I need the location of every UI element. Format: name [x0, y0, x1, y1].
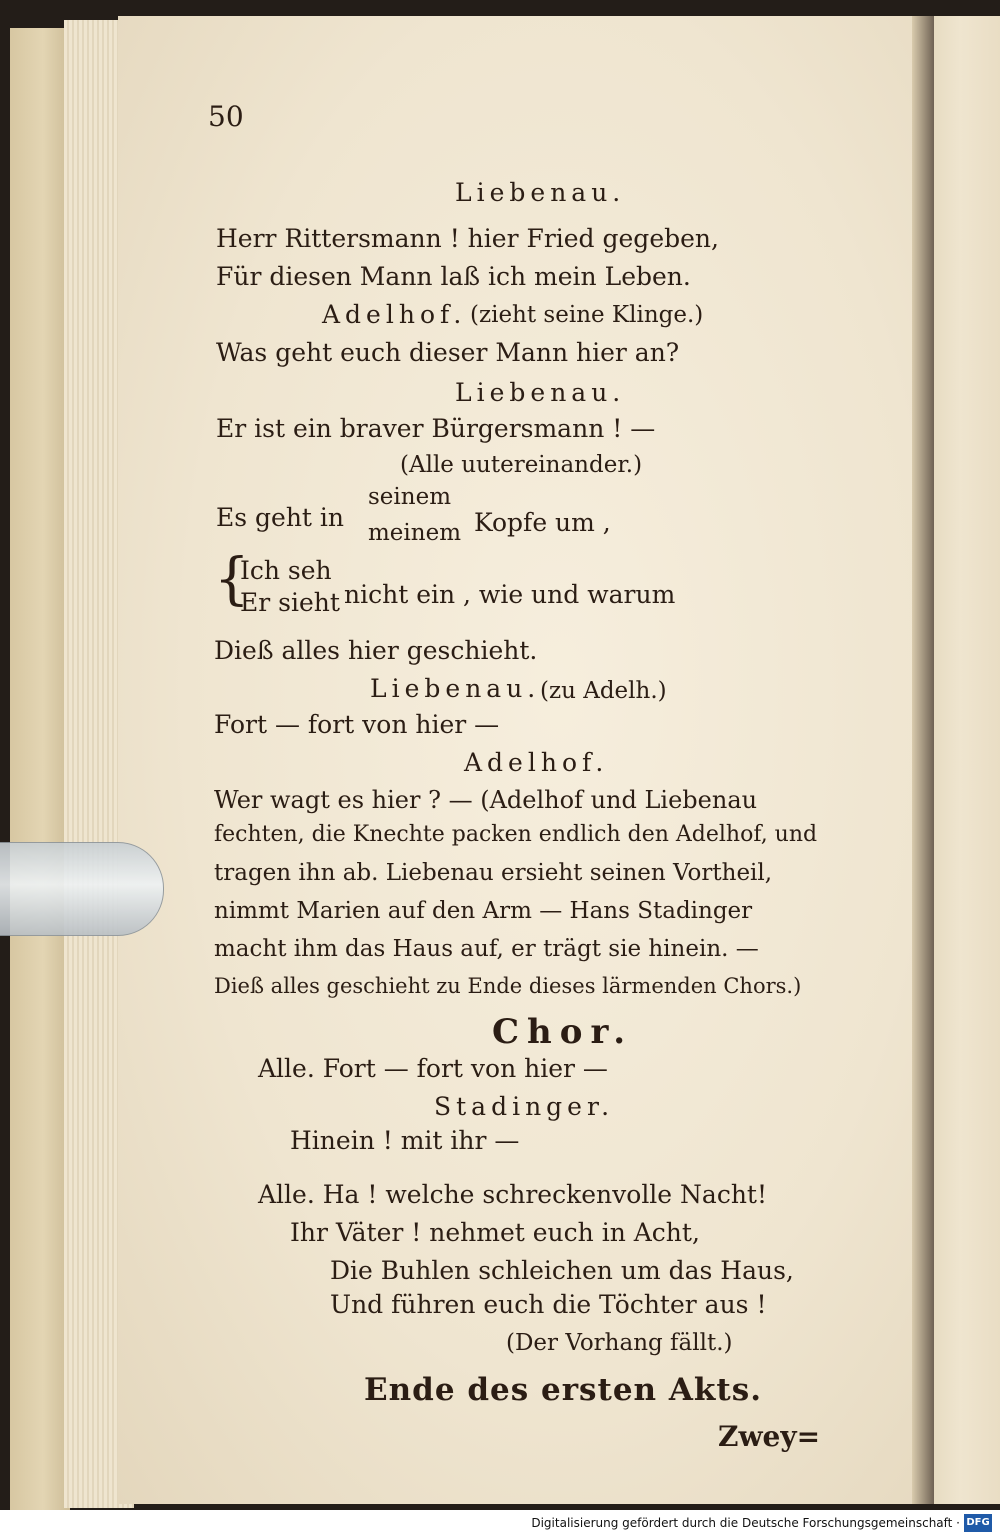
verse-line: Die Buhlen schleichen um das Haus, — [330, 1256, 794, 1285]
verse-variant: Er sieht — [240, 588, 340, 617]
stage-direction: (Alle uutereinander.) — [400, 452, 643, 478]
verse-variant: meinem — [368, 520, 462, 546]
speaker-label: Stadinger. — [434, 1092, 615, 1121]
stage-direction-paragraph: nimmt Marien auf den Arm — Hans Stadinger — [214, 898, 753, 924]
verse-line: Herr Rittersmann ! hier Fried gegeben, — [216, 224, 719, 253]
footer-credit: Digitalisierung gefördert durch die Deutsche Forschungsgemeinschaft · — [531, 1516, 960, 1530]
verse-line: Er ist ein braver Bürgersmann ! — — [216, 414, 656, 443]
verse-line: nicht ein , wie und warum — [344, 580, 676, 609]
verse-line: Dieß alles hier geschieht. — [214, 636, 538, 665]
catchword: Zwey= — [718, 1420, 821, 1453]
verse-line: Es geht in — [216, 503, 345, 532]
stage-direction-paragraph: Dieß alles geschieht zu Ende dieses lärmenden Chors.) — [214, 974, 802, 998]
speaker-label: Adelhof. — [322, 300, 467, 329]
scanner-thumb-clip — [0, 842, 164, 936]
stage-direction-paragraph: tragen ihn ab. Liebenau ersieht seinen Vortheil, — [214, 860, 773, 886]
verse-variant: seinem — [368, 484, 452, 510]
verse-line: Alle. Fort — fort von hier — — [258, 1054, 608, 1083]
facing-page-edge — [934, 16, 1000, 1504]
speaker-label: Liebenau. — [370, 674, 541, 703]
stage-direction: (zieht seine Klinge.) — [470, 302, 704, 328]
stage-direction: (zu Adelh.) — [540, 678, 667, 704]
act-end-line: Ende des ersten Akts. — [364, 1372, 762, 1408]
verse-line: Für diesen Mann laß ich mein Leben. — [216, 262, 691, 291]
page-number: 50 — [208, 100, 244, 133]
dfg-logo: DFG — [964, 1514, 992, 1532]
stage-direction-paragraph: Wer wagt es hier ? — (Adelhof und Liebenau — [214, 786, 758, 814]
chorus-heading: Chor. — [492, 1012, 634, 1052]
verse-line: Was geht euch dieser Mann hier an? — [216, 338, 680, 367]
speaker-label: Liebenau. — [455, 178, 626, 207]
verse-variant: Ich seh — [240, 556, 332, 585]
verse-line: Hinein ! mit ihr — — [290, 1126, 520, 1155]
stage-direction-paragraph: macht ihm das Haus auf, er trägt sie hinein. — — [214, 936, 759, 962]
verse-line: Und führen euch die Töchter aus ! — [330, 1290, 767, 1319]
verse-line: Ihr Väter ! nehmet euch in Acht, — [290, 1218, 700, 1247]
verse-line: Fort — fort von hier — — [214, 710, 500, 739]
verse-line: Kopfe um , — [474, 508, 611, 537]
bracket-glyph: { — [214, 547, 250, 612]
verse-line: Alle. Ha ! welche schreckenvolle Nacht! — [258, 1180, 768, 1209]
stage-direction-paragraph: fechten, die Knechte packen endlich den Adelhof, und — [214, 822, 818, 847]
speaker-label: Liebenau. — [455, 378, 626, 407]
speaker-label: Adelhof. — [464, 748, 609, 777]
book-gutter — [912, 16, 934, 1504]
book-cover-edge — [10, 28, 70, 1528]
footer-bar — [0, 1510, 1000, 1538]
stage-direction: (Der Vorhang fällt.) — [506, 1330, 733, 1356]
